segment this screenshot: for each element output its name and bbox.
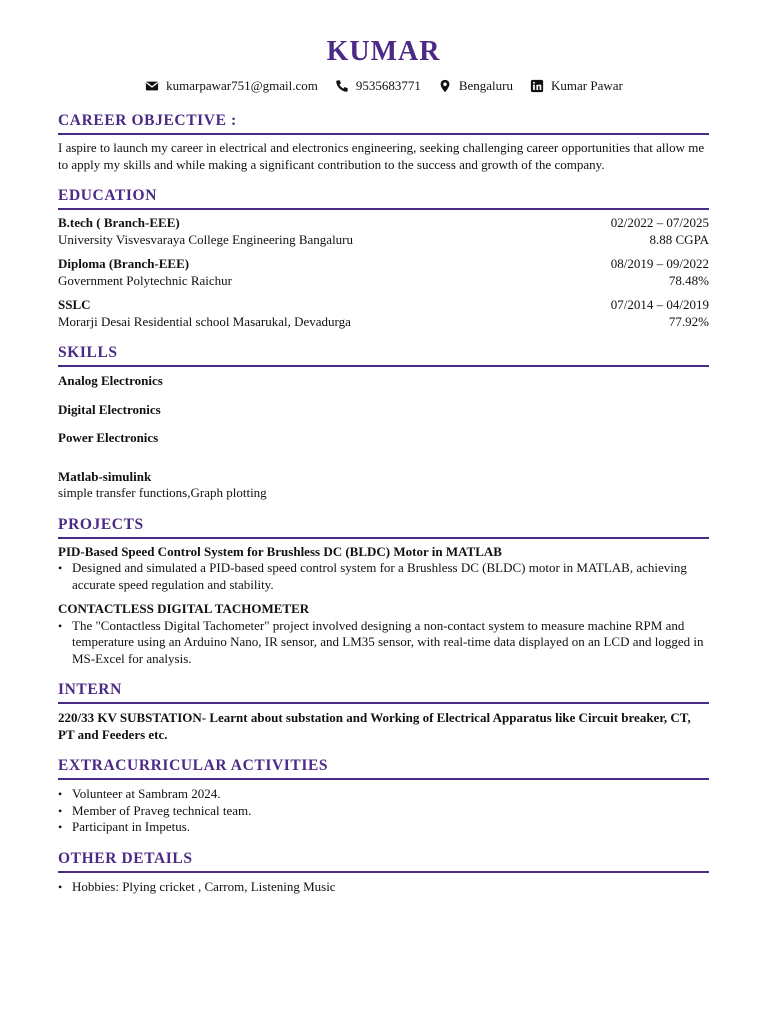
section-projects bbox=[58, 516, 709, 668]
project-bullets bbox=[58, 618, 709, 668]
section-title-objective: CAREER OBJECTIVE : bbox=[58, 112, 709, 135]
education-entry bbox=[58, 256, 709, 289]
envelope-icon bbox=[144, 78, 160, 94]
skill-item-matlab: Matlab-simulink bbox=[58, 468, 152, 484]
other-list bbox=[58, 879, 709, 896]
objective-text: I aspire to launch my career in electrical and electronics engineering, seeking challenging career opportunities that allow me to apply my skills and while making a significant contribution to the success and growth of the company. bbox=[58, 140, 705, 172]
section-title-intern: INTERN bbox=[58, 681, 709, 704]
list-item: • Hobbies: Plying cricket , Carrom, Listening Music bbox=[72, 879, 709, 896]
score: 77.92% bbox=[668, 313, 709, 329]
score: 8.88 CGPA bbox=[649, 231, 709, 247]
contact-linkedin[interactable] bbox=[529, 78, 623, 94]
school: Morarji Desai Residential school Masarukal, Devadurga bbox=[58, 313, 351, 329]
section-title-projects: PROJECTS bbox=[58, 516, 709, 539]
extracurricular-list bbox=[58, 786, 709, 836]
resume-page bbox=[58, 36, 709, 895]
dates: 07/2014 – 04/2019 bbox=[610, 297, 709, 312]
section-title-other: OTHER DETAILS bbox=[58, 850, 709, 873]
project-title: CONTACTLESS DIGITAL TACHOMETER bbox=[58, 601, 310, 616]
contact-phone[interactable] bbox=[334, 78, 421, 94]
project-bullets bbox=[58, 560, 709, 593]
section-career-objective bbox=[58, 112, 709, 173]
location-text: Bengaluru bbox=[458, 78, 513, 93]
score: 78.48% bbox=[668, 272, 709, 288]
section-education bbox=[58, 187, 709, 330]
section-intern bbox=[58, 681, 709, 743]
skill-detail: simple transfer functions,Graph plotting bbox=[58, 485, 267, 500]
location-pin-icon bbox=[437, 78, 453, 94]
contact-location bbox=[437, 78, 513, 94]
skill-item: Power Electronics bbox=[58, 430, 159, 445]
dates: 08/2019 – 09/2022 bbox=[610, 256, 709, 271]
dates: 02/2022 – 07/2025 bbox=[610, 215, 709, 230]
section-other-details bbox=[58, 850, 709, 896]
section-title-extracurricular: EXTRACURRICULAR ACTIVITIES bbox=[58, 757, 709, 780]
contact-bar bbox=[58, 78, 709, 94]
email-text: kumarpawar751@gmail.com bbox=[166, 78, 318, 93]
intern-text: 220/33 KV SUBSTATION- Learnt about substation and Working of Electrical Apparatus like Circuit breaker, CT, PT and Feeders etc. bbox=[58, 710, 691, 742]
contact-email[interactable] bbox=[144, 78, 318, 94]
education-entry bbox=[58, 215, 709, 248]
degree: SSLC bbox=[58, 297, 91, 312]
degree: B.tech ( Branch-EEE) bbox=[58, 215, 180, 230]
education-entry bbox=[58, 297, 709, 330]
list-item: • Member of Praveg technical team. bbox=[72, 803, 709, 820]
school: University Visvesvaraya College Engineering Bangaluru bbox=[58, 231, 354, 247]
project-title: PID-Based Speed Control System for Brushless DC (BLDC) Motor in MATLAB bbox=[58, 543, 502, 559]
school: Government Polytechnic Raichur bbox=[58, 272, 233, 288]
project-description: • Designed and simulated a PID-based speed control system for a Brushless DC (BLDC) motor in MATLAB, achieving accurate speed regulation and stability. bbox=[72, 560, 709, 593]
section-title-skills: SKILLS bbox=[58, 344, 709, 367]
linkedin-text: Kumar Pawar bbox=[551, 78, 623, 93]
list-item: • Participant in Impetus. bbox=[72, 819, 709, 836]
section-extracurricular bbox=[58, 757, 709, 836]
linkedin-icon bbox=[529, 78, 545, 94]
project-description: • The "Contactless Digital Tachometer" project involved designing a non-contact system to measure machine RPM and temperature using an Arduino Nano, IR sensor, and LM35 sensor, with real-time data displayed on an LCD and logged in MS-Excel for analysis. bbox=[72, 618, 709, 668]
phone-text: 9535683771 bbox=[355, 78, 421, 93]
skill-item: Analog Electronics bbox=[58, 373, 163, 388]
list-item: • Volunteer at Sambram 2024. bbox=[72, 786, 709, 803]
candidate-name: KUMAR bbox=[326, 36, 441, 67]
skill-item: Digital Electronics bbox=[58, 401, 161, 417]
phone-icon bbox=[334, 78, 350, 94]
section-title-education: EDUCATION bbox=[58, 187, 709, 210]
section-skills bbox=[58, 344, 709, 502]
degree: Diploma (Branch-EEE) bbox=[58, 256, 190, 271]
